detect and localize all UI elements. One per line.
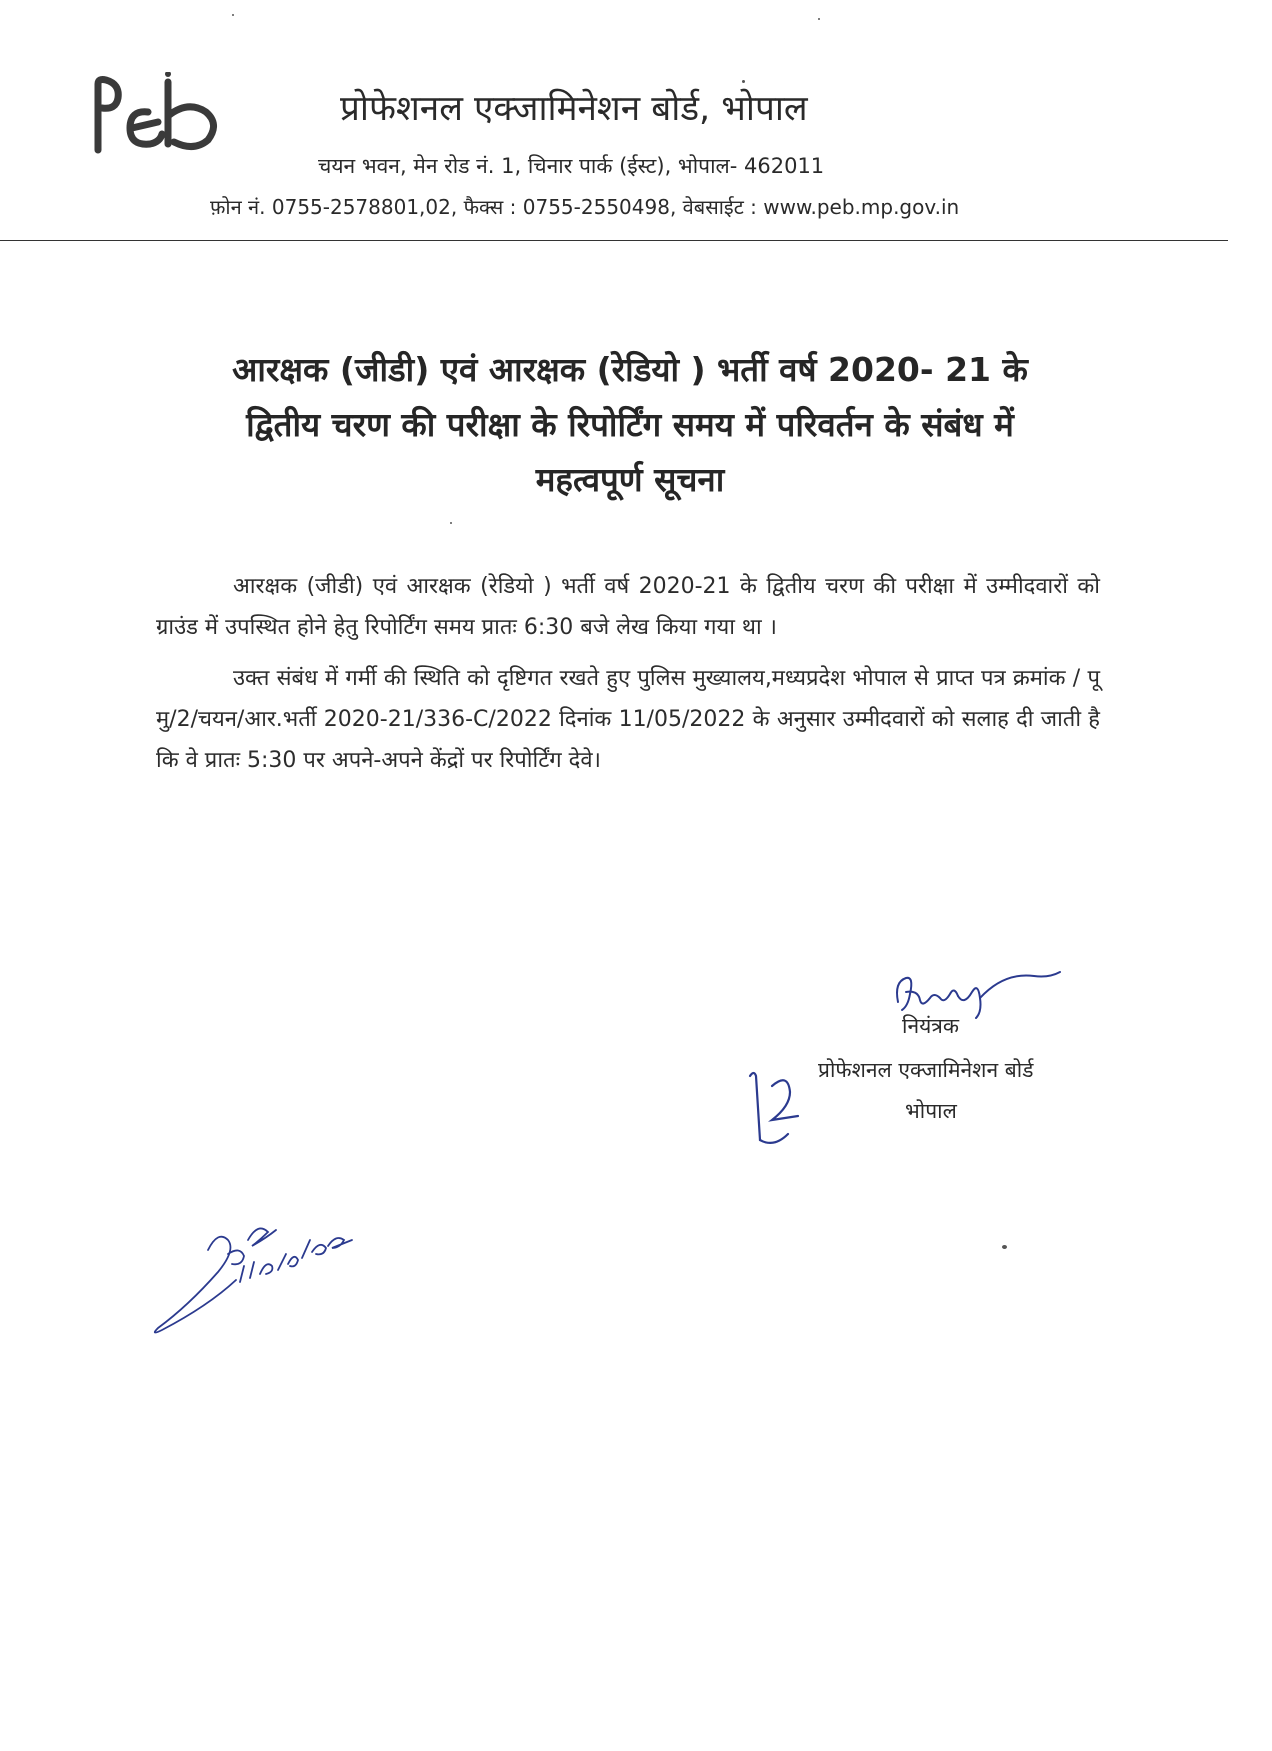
header-divider	[0, 240, 1228, 241]
notice-paragraph: उक्त संबंध में गर्मी की स्थिति को दृष्टिगत रखते हुए पुलिस मुख्यालय,मध्यप्रदेश भोपाल से प्राप्त पत्र क्रमांक / पू मु/2/चयन/आर.भर्ती 2020-21/336-C/2022 दिनांक 11/05/2022 के अनुसार उम्मीदवारों को सलाह दी जाती है कि वे प्रातः 5:30 पर अपने-अपने केंद्रों पर रिपोर्टिंग देवे।	[156, 666, 1100, 773]
handwritten-date-signature	[148, 1210, 358, 1340]
signatory-org: प्रोफेशनल एक्जामिनेशन बोर्ड	[818, 1058, 1034, 1082]
scan-speck	[818, 18, 820, 20]
org-name: प्रोफेशनल एक्जामिनेशन बोर्ड, भोपाल	[340, 89, 808, 129]
org-address: चयन भवन, मेन रोड नं. 1, चिनार पार्क (ईस्ट), भोपाल- 462011	[318, 154, 825, 178]
peb-logo	[88, 72, 228, 156]
handwritten-initial-mark	[744, 1062, 806, 1148]
scan-speck	[232, 14, 234, 16]
scan-speck	[1002, 1245, 1007, 1249]
signatory-city: भोपाल	[905, 1099, 957, 1123]
notice-title-line: आरक्षक (जीडी) एवं आरक्षक (रेडियो ) भर्ती वर्ष 2020- 21 के	[232, 350, 1028, 389]
notice-title-line: महत्वपूर्ण सूचना	[535, 460, 725, 499]
notice-paragraph: आरक्षक (जीडी) एवं आरक्षक (रेडियो ) भर्ती वर्ष 2020-21 के द्वितीय चरण की परीक्षा में उम्मीदवारों को ग्राउंड में उपस्थित होने हेतु रिपोर्टिंग समय प्रातः 6:30 बजे लेख किया गया था ।	[156, 574, 1100, 640]
scan-speck	[450, 522, 452, 524]
signatory-title: नियंत्रक	[902, 1014, 959, 1038]
notice-title	[140, 342, 1120, 507]
scan-speck	[742, 80, 745, 83]
notice-body	[156, 566, 1100, 791]
org-contact: फ़ोन नं. 0755-2578801,02, फैक्स : 0755-2550498, वेबसाईट : www.peb.mp.gov.in	[210, 195, 960, 219]
notice-title-line: द्वितीय चरण की परीक्षा के रिपोर्टिंग समय में परिवर्तन के संबंध में	[246, 405, 1014, 444]
